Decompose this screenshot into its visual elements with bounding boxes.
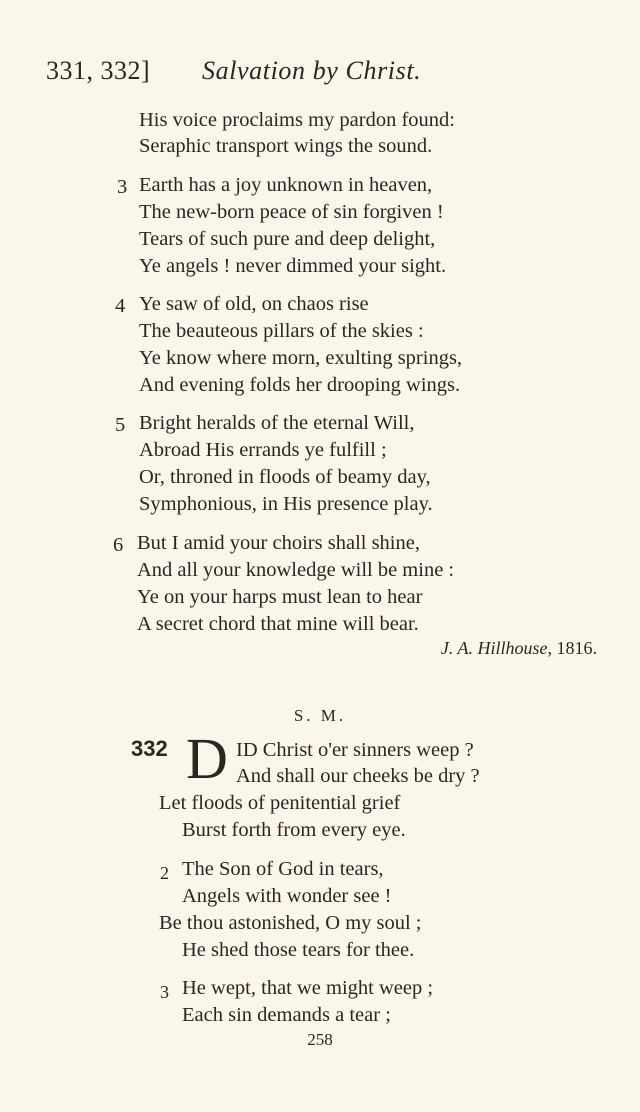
verse-line: Ye on your harps must lean to hear bbox=[137, 586, 423, 608]
verse-line: He shed those tears for thee. bbox=[182, 939, 415, 961]
verse-line: Ye know where morn, exulting springs, bbox=[139, 347, 463, 369]
verse-line: Or, throned in floods of beamy day, bbox=[139, 466, 431, 488]
verse-line: The new-born peace of sin forgiven ! bbox=[139, 201, 444, 223]
verse-line: Earth has a joy unknown in heaven, bbox=[139, 174, 433, 196]
verse-line: Ye angels ! never dimmed your sight. bbox=[139, 255, 447, 277]
verse-line: Ye saw of old, on chaos rise bbox=[139, 293, 369, 315]
header-hymn-numbers: 331, 332] bbox=[46, 56, 151, 85]
verse-line: A secret chord that mine will bear. bbox=[137, 613, 419, 635]
verse-line: Burst forth from every eye. bbox=[182, 819, 406, 841]
verse-line: Abroad His errands ye fulfill ; bbox=[139, 439, 387, 461]
verse-line: The beauteous pillars of the skies : bbox=[139, 320, 424, 342]
hymn-number: 332 bbox=[131, 736, 168, 761]
verse-line: Each sin demands a tear ; bbox=[182, 1004, 391, 1026]
verse-line: The Son of God in tears, bbox=[182, 858, 384, 880]
verse-line: And shall our cheeks be dry ? bbox=[236, 765, 480, 787]
drop-cap: D bbox=[186, 726, 228, 791]
verse-line: And evening folds her drooping wings. bbox=[139, 374, 461, 396]
verse-line: He wept, that we might weep ; bbox=[182, 977, 434, 999]
verse-line: But I amid your choirs shall shine, bbox=[137, 532, 420, 554]
verse-line: And all your knowledge will be mine : bbox=[137, 559, 455, 581]
attribution-year: 1816. bbox=[556, 638, 597, 658]
running-header bbox=[46, 56, 466, 92]
verse-line: Symphonious, in His presence play. bbox=[139, 493, 433, 515]
verse-line: Bright heralds of the eternal Will, bbox=[139, 412, 415, 434]
stanza-number: 4 bbox=[115, 295, 126, 317]
header-title: Salvation by Christ. bbox=[202, 56, 422, 85]
stanza-number: 3 bbox=[160, 982, 169, 1002]
verse-line: Seraphic transport wings the sound. bbox=[139, 135, 433, 157]
meter-label: S. M. bbox=[293, 706, 347, 725]
verse-line: His voice proclaims my pardon found: bbox=[139, 109, 455, 131]
verse-line: Let floods of penitential grief bbox=[159, 792, 401, 814]
stanza-number: 3 bbox=[117, 176, 128, 198]
verse-line: Angels with wonder see ! bbox=[182, 885, 392, 907]
author-name: J. A. Hillhouse, bbox=[440, 638, 552, 658]
stanza-number: 5 bbox=[115, 414, 126, 436]
stanza-number: 6 bbox=[113, 534, 124, 556]
attribution bbox=[441, 636, 597, 660]
verse-line: Be thou astonished, O my soul ; bbox=[159, 912, 422, 934]
verse-line: Tears of such pure and deep delight, bbox=[139, 228, 436, 250]
verse-line: ID Christ o'er sinners weep ? bbox=[236, 739, 474, 761]
stanza-number: 2 bbox=[160, 863, 169, 883]
page-number: 258 bbox=[307, 1030, 333, 1049]
